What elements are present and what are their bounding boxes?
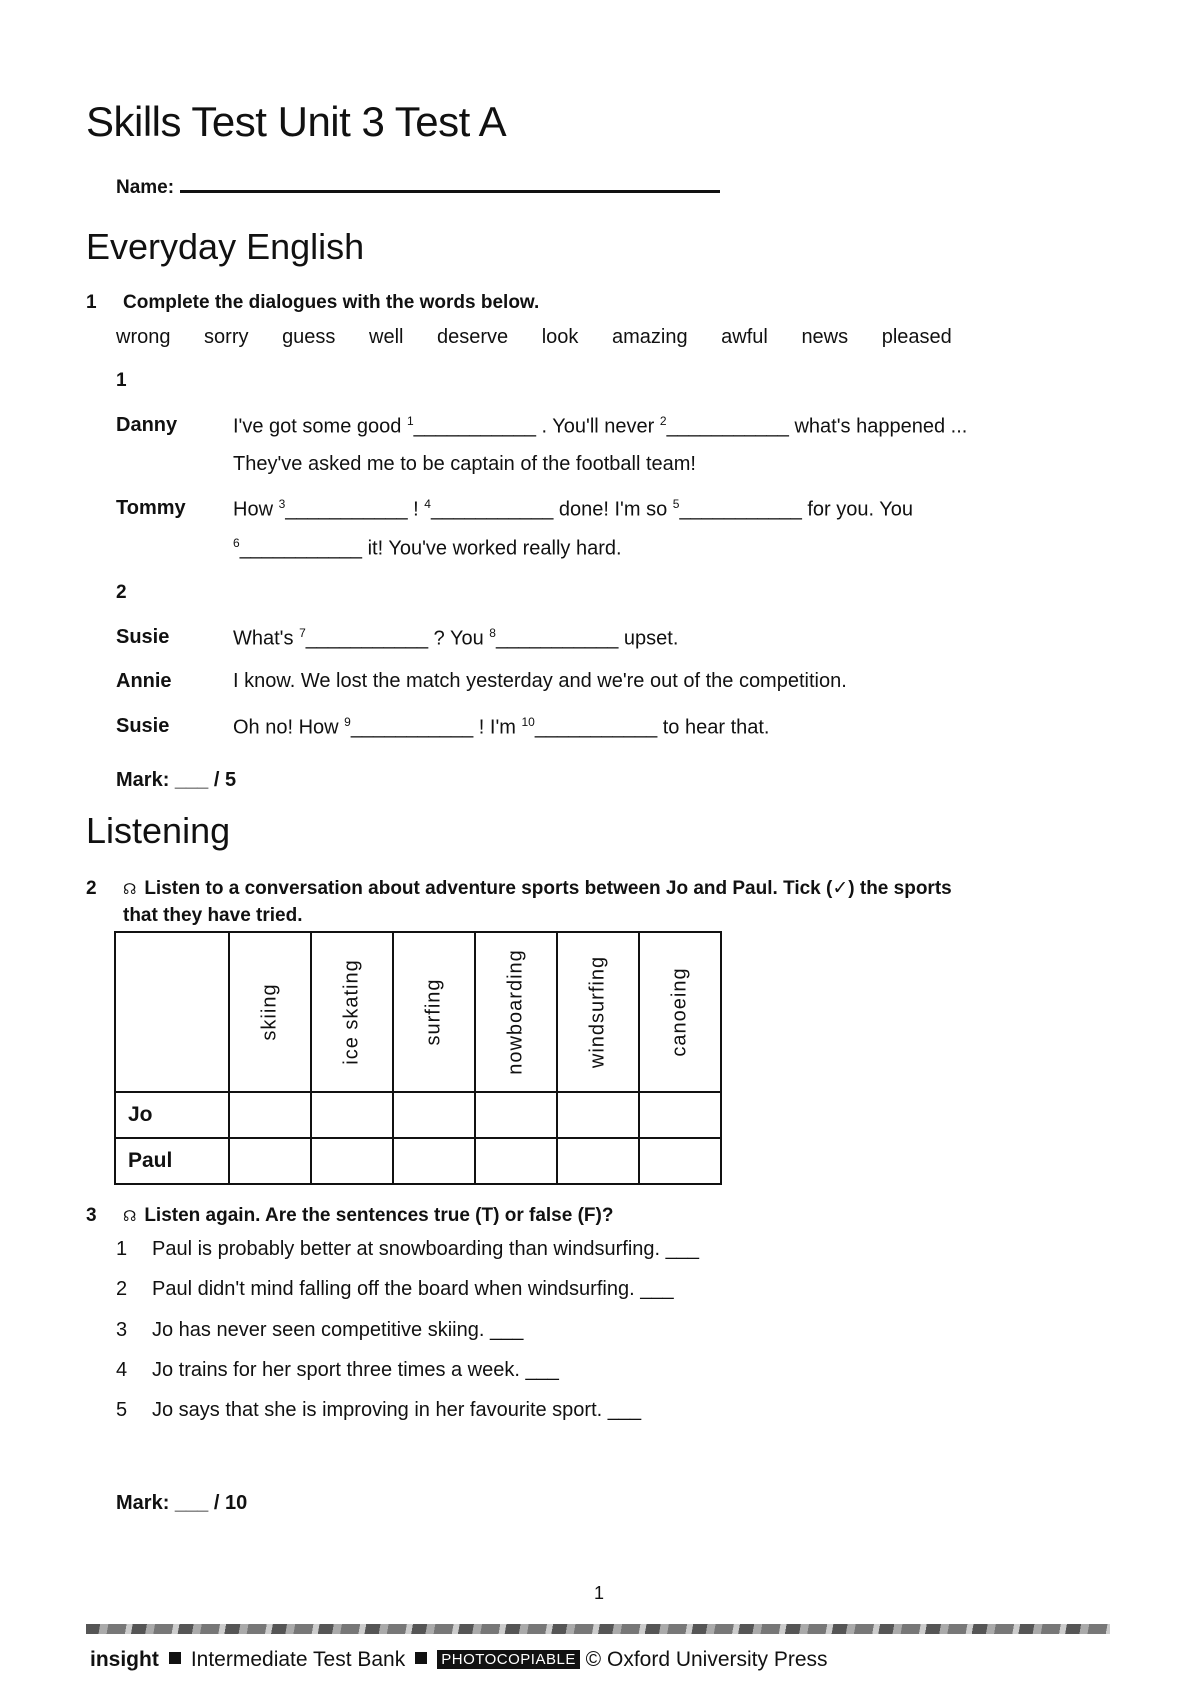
tick-cell[interactable] bbox=[229, 1092, 311, 1138]
person-name: Paul bbox=[115, 1138, 229, 1184]
instruction-text: Listen to a conversation about adventure sports between Jo and Paul. Tick (✓) the sports bbox=[144, 878, 952, 899]
word-box bbox=[116, 326, 980, 349]
page-number: 1 bbox=[594, 1583, 605, 1603]
speaker-name: Danny bbox=[116, 414, 178, 436]
tick-cell[interactable] bbox=[639, 1092, 721, 1138]
column-header: surfing bbox=[393, 932, 475, 1092]
word: sorry bbox=[204, 326, 249, 348]
tick-cell[interactable] bbox=[475, 1138, 557, 1184]
copyright: © Oxford University Press bbox=[585, 1648, 828, 1671]
footer-decorative-band bbox=[86, 1624, 1110, 1634]
task-number: 2 bbox=[86, 878, 97, 899]
section-heading-listening: Listening bbox=[86, 810, 231, 851]
footer bbox=[90, 1648, 828, 1672]
table-row bbox=[115, 1138, 721, 1184]
speaker-name: Susie bbox=[116, 626, 170, 648]
tick-cell[interactable] bbox=[311, 1092, 393, 1138]
speaker-name: Tommy bbox=[116, 497, 186, 519]
dialogue-line: They've asked me to be captain of the football team! bbox=[233, 453, 696, 475]
tick-cell[interactable] bbox=[393, 1092, 475, 1138]
word: well bbox=[369, 326, 404, 348]
photocopiable-badge: PHOTOCOPIABLE bbox=[437, 1650, 580, 1669]
word: guess bbox=[282, 326, 336, 348]
tick-cell[interactable] bbox=[557, 1138, 639, 1184]
list-item: 3 Jo has never seen competitive skiing. ___ bbox=[116, 1319, 524, 1341]
task-3-instruction bbox=[86, 1205, 613, 1227]
dialogue-number: 2 bbox=[116, 582, 127, 603]
task-number: 3 bbox=[86, 1205, 97, 1226]
column-header: ice skating bbox=[311, 932, 393, 1092]
word: look bbox=[541, 326, 579, 348]
person-name: Jo bbox=[115, 1092, 229, 1138]
tick-cell[interactable] bbox=[639, 1138, 721, 1184]
word: news bbox=[801, 326, 849, 348]
speaker-name: Susie bbox=[116, 715, 170, 737]
instruction-text: that they have tried. bbox=[123, 905, 303, 926]
word: awful bbox=[721, 326, 768, 348]
tick-cell[interactable] bbox=[475, 1092, 557, 1138]
headphones-icon: ☊ bbox=[123, 881, 137, 898]
list-item: 5 Jo says that she is improving in her favourite sport. ___ bbox=[116, 1399, 642, 1421]
column-header: skiing bbox=[229, 932, 311, 1092]
table-corner-cell bbox=[115, 932, 229, 1092]
word: wrong bbox=[116, 326, 171, 348]
column-header: windsurfing bbox=[557, 932, 639, 1092]
word: deserve bbox=[437, 326, 509, 348]
dialogue-line: Oh no! How $^9$___________ ! I'm $^{10}$___________ to hear that. bbox=[233, 715, 770, 739]
instruction-text: Listen again. Are the sentences true (T) or false (F)? bbox=[144, 1205, 614, 1226]
tick-cell[interactable] bbox=[557, 1092, 639, 1138]
dialogue-line: I know. We lost the match yesterday and we're out of the competition. bbox=[233, 670, 847, 692]
sports-tick-table bbox=[114, 931, 722, 1185]
word: amazing bbox=[612, 326, 688, 348]
task-1-instruction bbox=[86, 292, 539, 314]
table-row bbox=[115, 1092, 721, 1138]
name-label: Name: bbox=[116, 177, 175, 198]
list-item: 2 Paul didn't mind falling off the board when windsurfing. ___ bbox=[116, 1278, 674, 1300]
column-header: nowboarding bbox=[475, 932, 557, 1092]
name-blank-line bbox=[180, 176, 720, 193]
list-item: 1 Paul is probably better at snowboarding than windsurfing. ___ bbox=[116, 1238, 700, 1260]
word: pleased bbox=[881, 326, 952, 348]
dialogue-line: $^6$___________ it! You've worked really hard. bbox=[233, 536, 622, 560]
task-2-instruction bbox=[86, 876, 1110, 929]
dialogue-line: I've got some good $^1$___________ . You'll never $^2$___________ what's happened ... bbox=[233, 414, 968, 438]
dialogue-number: 1 bbox=[116, 370, 127, 391]
dialogue-line: How $^3$___________ ! $^4$___________ done! I'm so $^5$___________ for you. You bbox=[233, 497, 914, 521]
square-bullet-icon bbox=[415, 1652, 427, 1664]
list-item: 4 Jo trains for her sport three times a week. ___ bbox=[116, 1359, 559, 1381]
brand-name: insight bbox=[90, 1648, 159, 1671]
speaker-name: Annie bbox=[116, 670, 172, 692]
mark-score: Mark: ___ / 10 bbox=[116, 1492, 248, 1514]
column-header: canoeing bbox=[639, 932, 721, 1092]
page-title: Skills Test Unit 3 Test A bbox=[86, 98, 507, 145]
name-field bbox=[116, 176, 720, 199]
mark-score: Mark: ___ / 5 bbox=[116, 769, 237, 791]
square-bullet-icon bbox=[169, 1652, 181, 1664]
section-heading-everyday-english: Everyday English bbox=[86, 226, 365, 267]
tick-cell[interactable] bbox=[393, 1138, 475, 1184]
dialogue-line: What's $^7$___________ ? You $^8$___________ upset. bbox=[233, 626, 679, 650]
test-bank-label: Intermediate Test Bank bbox=[190, 1648, 406, 1671]
task-number: 1 bbox=[86, 292, 97, 313]
tick-cell[interactable] bbox=[311, 1138, 393, 1184]
tick-cell[interactable] bbox=[229, 1138, 311, 1184]
instruction-text: Complete the dialogues with the words below. bbox=[123, 292, 540, 313]
headphones-icon: ☊ bbox=[123, 1208, 137, 1225]
